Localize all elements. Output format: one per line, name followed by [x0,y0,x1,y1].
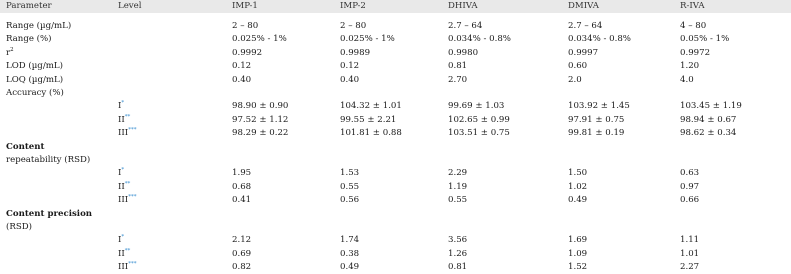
level-text: III [118,128,129,139]
table-row [0,220,791,234]
table-row [0,46,791,60]
table-cell: 0.63 [680,168,700,179]
table-row [0,180,791,194]
table-cell: 4.0 [680,74,694,85]
table-cell: 4 – 80 [680,21,707,31]
table-row [0,153,791,167]
table-cell: 2.0 [568,74,582,85]
table-cell: 98.90 ± 0.90 [232,101,289,112]
table-cell: 102.65 ± 0.99 [448,114,510,125]
level-footnote-marker: *** [128,127,137,134]
table-cell: 0.9997 [568,47,599,58]
row-level [118,99,124,113]
parameter-text: Range (%) [6,34,52,45]
level-footnote-marker: *** [128,261,137,268]
table-header-row [0,0,791,13]
row-parameter [6,46,14,60]
level-text: I [118,101,122,112]
table-cell: 1.95 [232,168,252,179]
table-cell: 0.82 [232,262,252,273]
table-cell: 1.01 [680,248,700,259]
row-parameter [6,86,64,100]
table-cell: 0.38 [340,248,360,259]
table-cell: 2 – 80 [232,21,259,31]
level-text: I [118,168,122,179]
table-cell: 0.034% - 0.8% [448,34,511,45]
row-parameter [6,32,52,46]
table-cell: 97.91 ± 0.75 [568,114,625,125]
table-cell: 0.49 [568,195,588,206]
table-cell: 1.74 [340,235,360,246]
table-cell: 2 – 80 [340,21,367,31]
level-text: I [118,235,122,246]
table-cell: 1.53 [340,168,360,179]
level-text: III [118,195,129,206]
table-cell: 104.32 ± 1.01 [340,101,402,112]
row-level [118,193,136,207]
header-dmiva: DMIVA [568,1,599,11]
header-parameter: Parameter [6,1,52,11]
table-cell: 0.9989 [340,47,371,58]
table-cell: 103.51 ± 0.75 [448,128,510,139]
table-cell: 2.12 [232,235,252,246]
row-level [118,113,130,127]
parameter-text: Range (µg/mL) [6,21,72,31]
parameter-text: repeatability (RSD) [6,155,91,165]
table-cell: 0.97 [680,181,700,192]
table-cell: 0.56 [340,195,360,206]
parameter-text: Content [6,141,45,152]
table-cell: 1.26 [448,248,468,259]
level-text: III [118,262,129,273]
table-cell: 103.45 ± 1.19 [680,101,742,112]
table-cell: 1.52 [568,262,588,273]
table-cell: 0.68 [232,181,252,192]
level-footnote-marker: ** [124,180,131,187]
table-cell: 0.9980 [448,47,479,58]
level-footnote-marker: * [121,167,125,174]
level-text: II [118,248,125,259]
table-cell: 1.02 [568,181,588,192]
row-parameter [6,220,32,234]
table-cell: 0.66 [680,195,700,206]
level-footnote-marker: * [121,234,125,241]
row-parameter [6,19,71,33]
parameter-text: LOD (µg/mL) [6,61,63,72]
table-row [0,73,791,87]
level-footnote-marker: ** [124,247,131,254]
table-cell: 0.69 [232,248,252,259]
table-cell: 2.29 [448,168,468,179]
row-parameter [6,207,92,221]
row-level [118,233,124,247]
table-cell: 99.81 ± 0.19 [568,128,625,139]
table-cell: 98.62 ± 0.34 [680,128,737,139]
table-cell: 2.7 – 64 [448,21,483,31]
table-cell: 0.025% - 1% [232,34,287,45]
table-cell: 1.11 [680,235,700,246]
table-row [0,32,791,46]
table-cell: 0.025% - 1% [340,34,395,45]
parameter-text: LOQ (µg/mL) [6,74,64,85]
parameter-text: Accuracy (%) [6,88,64,98]
parameter-superscript: 2 [10,46,14,53]
table-row [0,233,791,247]
table-row [0,99,791,113]
table-cell: 0.40 [232,74,252,85]
table-cell: 0.81 [448,61,468,72]
table-cell: 98.94 ± 0.67 [680,114,737,125]
table-row [0,19,791,33]
row-level [118,126,136,140]
table-cell: 0.49 [340,262,360,273]
table-cell: 1.69 [568,235,588,246]
table-cell: 2.27 [680,262,700,273]
level-footnote-marker: *** [128,194,137,201]
row-parameter [6,153,90,167]
level-footnote-marker: * [121,100,125,107]
header-r-iva: R-IVA [680,1,705,11]
table-cell: 0.40 [340,74,360,85]
table-row [0,113,791,127]
table-cell: 0.55 [448,195,468,206]
level-text: II [118,181,125,192]
table-cell: 3.56 [448,235,468,246]
table-cell: 0.9992 [232,47,263,58]
row-level [118,180,130,194]
row-parameter [6,140,44,154]
table-cell: 0.81 [448,262,468,273]
table-row [0,140,791,154]
parameter-text: r [6,47,11,58]
row-level [118,166,124,180]
table-row [0,193,791,207]
table-row [0,247,791,261]
row-parameter [6,59,63,73]
header-imp-2: IMP-2 [340,1,366,11]
parameter-text: (RSD) [6,222,32,232]
table-cell: 2.7 – 64 [568,21,603,31]
table-cell: 0.12 [232,61,252,72]
header-level: Level [118,1,142,11]
table-cell: 0.9972 [680,47,711,58]
table-cell: 1.19 [448,181,468,192]
table-row [0,166,791,180]
table-cell: 1.50 [568,168,588,179]
table-cell: 1.09 [568,248,588,259]
table-cell: 98.29 ± 0.22 [232,128,289,139]
table-row [0,207,791,221]
table-cell: 0.60 [568,61,588,72]
table-cell: 0.034% - 0.8% [568,34,631,45]
table-row [0,59,791,73]
table-cell: 0.05% - 1% [680,34,730,45]
table-cell: 0.55 [340,181,360,192]
table-cell: 101.81 ± 0.88 [340,128,402,139]
level-text: II [118,114,125,125]
header-dhiva: DHIVA [448,1,478,11]
row-level [118,247,130,261]
header-imp-1: IMP-1 [232,1,258,11]
table-cell: 0.12 [340,61,360,72]
table-row [0,86,791,100]
table-cell: 1.20 [680,61,700,72]
table-cell: 97.52 ± 1.12 [232,114,289,125]
table-cell: 99.69 ± 1.03 [448,101,505,112]
row-parameter [6,73,63,87]
parameter-text: Content precision [6,208,93,219]
table-cell: 2.70 [448,74,468,85]
table-row [0,126,791,140]
table-cell: 99.55 ± 2.21 [340,114,397,125]
table-cell: 0.41 [232,195,252,206]
level-footnote-marker: ** [124,113,131,120]
table-cell: 103.92 ± 1.45 [568,101,630,112]
